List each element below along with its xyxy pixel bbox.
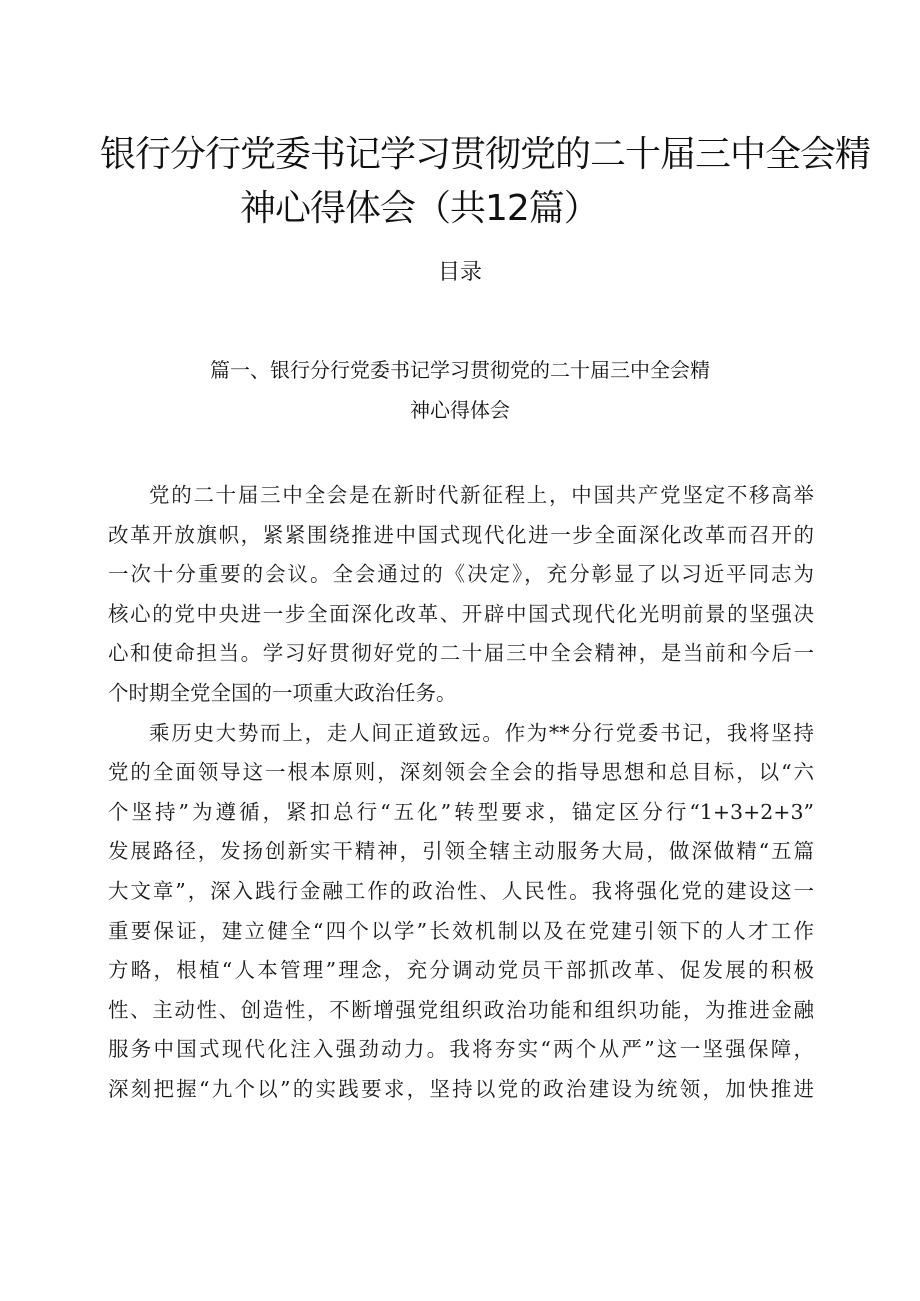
toc-heading: 目录 [437, 260, 482, 285]
paragraph-line: 乘历史大势而上，走人间正道致远。作为**分行党委书记，我将坚持 [149, 720, 814, 745]
title-line-1: 银行分行党委书记学习贯彻党的二十届三中全会精 [100, 134, 871, 175]
paragraph-line: 个坚持”为遵循，紧扣总行“五化”转型要求，锚定区分行“1+3+2+3” [108, 799, 814, 824]
paragraph-line: 核心的党中央进一步全面深化改革、开辟中国式现代化光明前景的坚强决 [108, 601, 814, 626]
paragraph-line: 改革开放旗帜，紧紧围绕推进中国式现代化进一步全面深化改革而召开的 [108, 522, 814, 547]
body-text [108, 476, 814, 1110]
paragraph-line: 发展路径，发扬创新实干精神，引领全辖主动服务大局，做深做精“五篇 [108, 839, 814, 864]
paragraph-line: 重要保证，建立健全“四个以学”长效机制以及在党建引领下的人才工作 [108, 918, 814, 943]
paragraph-line: 深刻把握“九个以”的实践要求，坚持以党的政治建设为统领，加快推进 [108, 1076, 814, 1101]
paragraph-2 [108, 714, 814, 1110]
title-line-2: 神心得体会（共12篇） [240, 188, 599, 229]
paragraph-line: 党的全面领导这一根本原则，深刻领会全会的指导思想和总目标，以“六 [108, 760, 814, 785]
chapter-heading-line-1: 篇一、银行分行党委书记学习贯彻党的二十届三中全会精 [210, 358, 710, 382]
paragraph-line: 个时期全党全国的一项重大政治任务。 [108, 680, 457, 705]
chapter-heading [110, 350, 810, 430]
paragraph-1 [108, 476, 814, 714]
document-title [100, 128, 871, 236]
chapter-heading-line-2: 神心得体会 [410, 398, 510, 422]
paragraph-line: 心和使命担当。学习好贯彻好党的二十届三中全会精神，是当前和今后一 [108, 641, 814, 666]
paragraph-line: 服务中国式现代化注入强劲动力。我将夯实“两个从严”这一坚强保障， [108, 1037, 814, 1062]
paragraph-line: 性、主动性、创造性，不断增强党组织政治功能和组织功能，为推进金融 [108, 997, 814, 1022]
paragraph-line: 大文章”，深入践行金融工作的政治性、人民性。我将强化党的建设这一 [108, 878, 814, 903]
paragraph-line: 党的二十届三中全会是在新时代新征程上，中国共产党坚定不移高举 [149, 483, 814, 507]
paragraph-line: 一次十分重要的会议。全会通过的《决定》，充分彰显了以习近平同志为 [108, 562, 814, 587]
paragraph-line: 方略，根植“人本管理”理念，充分调动党员干部抓改革、促发展的积极 [108, 958, 814, 983]
